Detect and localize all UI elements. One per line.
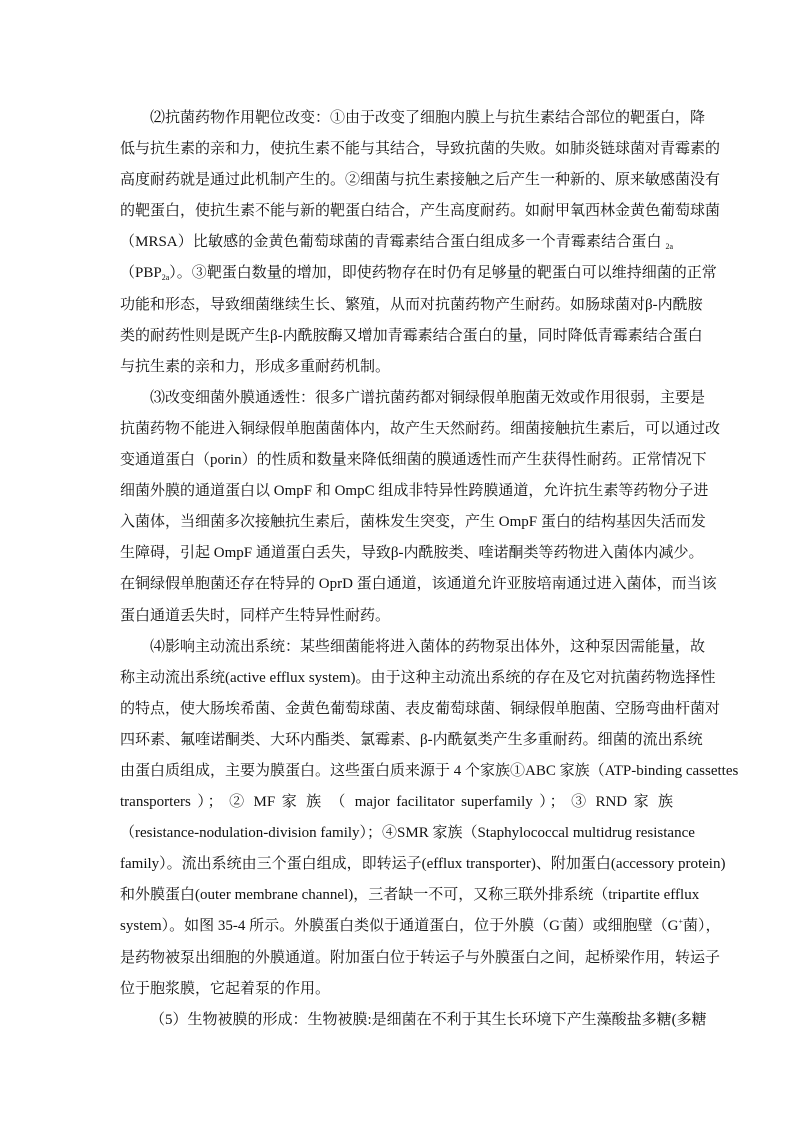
text-segment: ⑷影响主动流出系统：某些细菌能将进入菌体的药物泵出体外，这种泵因需能量，故 [150, 638, 706, 655]
text-line [120, 818, 695, 849]
text-line [120, 663, 716, 694]
text-segment: 低与抗生素的亲和力，使抗生素不能与其结合，导致抗菌的失败。如肺炎链球菌对青霉素的 [120, 141, 721, 158]
text-segment: 的靶蛋白，使抗生素不能与新的靶蛋白结合，产生高度耐药。如耐甲氧西林金黄色葡萄球菌 [120, 203, 721, 220]
superscript: + [678, 917, 684, 927]
superscript: - [560, 917, 563, 927]
text-line [120, 601, 673, 632]
text-line [120, 383, 706, 414]
text-segment: ⑶改变细菌外膜通透性：很多广谱抗菌药都对铜绿假单胞菌无效或作用很弱，主要是 [150, 389, 706, 406]
text-segment: 菌）， [683, 918, 721, 935]
text-line [120, 476, 709, 507]
text-segment: 在铜绿假单胞菌还存在特异的 OprD 蛋白通道，该通道允许亚胺培南通过进入菌体，而当该 [120, 576, 717, 593]
text-segment: 和外膜蛋白(outer membrane channel)，三者缺一不可，又称三联外排系统（tripartite efflux [120, 887, 700, 904]
text-segment: 类的耐药性则是既产生β-内酰胺酶又增加青霉素结合蛋白的量，同时降低青霉素结合蛋白 [120, 327, 703, 344]
text-line [120, 134, 721, 165]
text-segment: 是药物被泵出细胞的外膜通道。附加蛋白位于转运子与外膜蛋白之间，起桥梁作用，转运子 [120, 949, 721, 966]
text-line [120, 538, 704, 569]
text-line [120, 258, 717, 289]
paragraph [120, 632, 739, 1005]
text-segment: family）。流出系统由三个蛋白组成，即转运子(efflux transporter)、附加蛋白(accessory protein) [120, 856, 726, 873]
text-segment: ）。③靶蛋白数量的增加，即使药物存在时仍有足够量的靶蛋白可以维持细菌的正常 [169, 265, 717, 282]
text-line [120, 321, 703, 352]
text-line [120, 290, 703, 321]
text-segment: 高度耐药就是通过此机制产生的。②细菌与抗生素接触之后产生一种新的、原来敏感菌没有 [120, 172, 721, 189]
text-line [120, 974, 673, 1005]
text-line [120, 849, 726, 880]
paragraph [120, 103, 721, 383]
text-line [120, 694, 721, 725]
text-segment: 蛋白通道丢失时，同样产生特异性耐药。 [120, 607, 391, 624]
text-line [120, 414, 721, 445]
text-line [120, 569, 717, 600]
subscript: 2a [161, 273, 170, 283]
text-segment: 入菌体，当细菌多次接触抗生素后，菌株发生突变，产生 OmpF 蛋白的结构基因失活而发 [120, 514, 706, 531]
text-segment: 变通道蛋白（porin）的性质和数量来降低细菌的膜通透性而产生获得性耐药。正常情况下 [120, 452, 707, 469]
text-line [120, 880, 700, 911]
text-segment: 菌）或细胞壁（G [562, 918, 679, 935]
document-body [120, 103, 739, 1036]
text-line [120, 196, 721, 227]
text-segment: 四环素、氟喹诺酮类、大环内酯类、氯霉素、β-内酰氨类产生多重耐药。细菌的流出系统 [120, 731, 703, 748]
text-line [120, 725, 703, 756]
text-segment: 生障碍，引起 OmpF 通道蛋白丢失，导致β-内酰胺类、喹诺酮类等药物进入菌体内减少。 [120, 545, 704, 562]
text-line [120, 943, 721, 974]
text-segment: （5）生物被膜的形成：生物被膜:是细菌在不利于其生长环境下产生藻酸盐多糖(多糖 [150, 1011, 707, 1028]
text-segment: 由蛋白质组成，主要为膜蛋白。这些蛋白质来源于 4 个家族①ABC 家族（ATP-binding cassettes [120, 762, 739, 779]
text-line [120, 352, 673, 383]
text-segment: 的特点，使大肠埃希菌、金黄色葡萄球菌、表皮葡萄球菌、铜绿假单胞菌、空肠弯曲杆菌对 [120, 700, 721, 717]
text-segment: 与抗生素的亲和力，形成多重耐药机制。 [120, 358, 391, 375]
subscript: 2a [665, 242, 673, 252]
text-line [120, 1005, 707, 1036]
text-segment: system）。如图 35-4 所示。外膜蛋白类似于通道蛋白，位于外膜（G [120, 918, 560, 935]
text-line [120, 911, 721, 942]
paragraph [120, 383, 721, 632]
paragraph [120, 1005, 707, 1036]
text-segment: 位于胞浆膜，它起着泵的作用。 [120, 980, 331, 997]
text-line [120, 787, 673, 818]
text-line [120, 756, 739, 787]
text-segment: transporters ）； ② MF 家 族 （ major facilitator superfamily ）； ③ RND 家 族 [120, 794, 673, 811]
text-line [120, 103, 706, 134]
text-line [120, 227, 673, 258]
text-line [120, 507, 706, 538]
text-line [120, 445, 707, 476]
text-segment: 称主动流出系统(active efflux system)。由于这种主动流出系统的存在及它对抗菌药物选择性 [120, 669, 716, 686]
text-segment: （PBP [120, 265, 162, 282]
text-segment: 细菌外膜的通道蛋白以 OmpF 和 OmpC 组成非特异性跨膜通道，允许抗生素等药物分子进 [120, 483, 709, 500]
text-segment: （MRSA）比敏感的金黄色葡萄球菌的青霉素结合蛋白组成多一个青霉素结合蛋白 [120, 234, 666, 251]
text-line [120, 165, 721, 196]
text-segment: （resistance-nodulation-division family）；④SMR 家族（Staphylococcal multidrug resistance [120, 825, 695, 842]
text-line [120, 632, 706, 663]
text-segment: 功能和形态，导致细菌继续生长、繁殖，从而对抗菌药物产生耐药。如肠球菌对β-内酰胺 [120, 296, 703, 313]
text-segment: 抗菌药物不能进入铜绿假单胞菌菌体内，故产生天然耐药。细菌接触抗生素后，可以通过改 [120, 420, 721, 437]
text-segment: ⑵抗菌药物作用靶位改变：①由于改变了细胞内膜上与抗生素结合部位的靶蛋白，降 [150, 110, 706, 126]
